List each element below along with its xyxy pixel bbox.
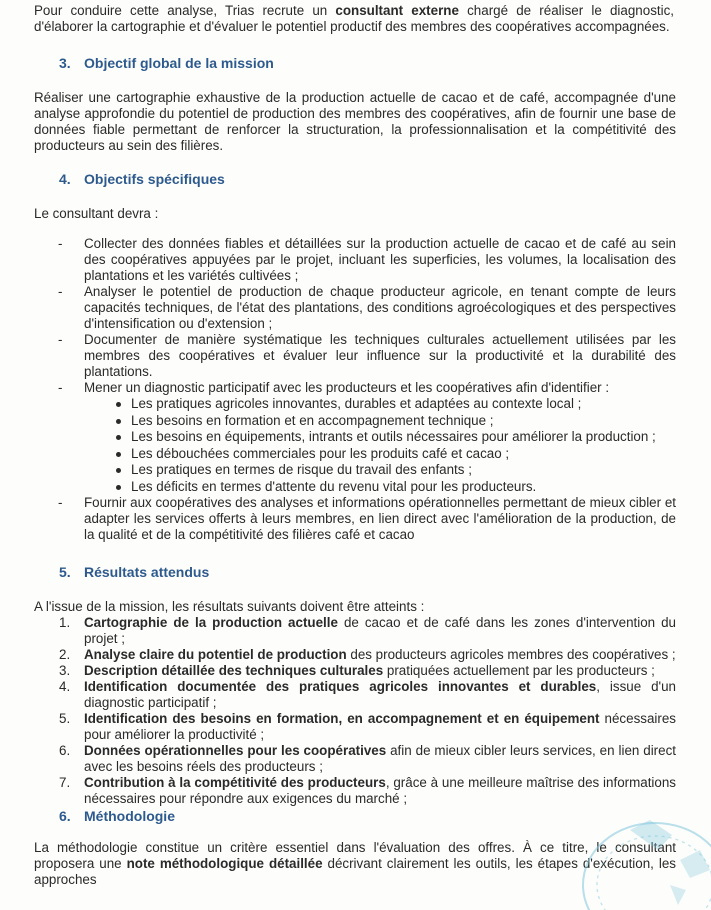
- objectives-list: [58, 236, 676, 543]
- result-number: 5.: [59, 711, 71, 726]
- result-text: de cacao et de café dans les zones d'intervention du projet ;: [84, 615, 676, 646]
- list-item: - Analyser le potentiel de production de chaque producteur agricole, en tenant compte de leurs capacités techniques, de l'état des plantations, des conditions agroécologiques et des perspectives d'intensification ou d'extension ;: [58, 284, 676, 332]
- list-item-text: Mener un diagnostic participatif avec les producteurs et les coopératives afin d'identifier :: [84, 380, 610, 395]
- result-bold: Analyse claire du potentiel de production: [84, 647, 347, 662]
- list-item: - Collecter des données fiables et détaillées sur la production actuelle de cacao et de café au sein des coopératives appuyées par le projet, incluant les superficies, les volumes, la localisation des plantations et les variétés cultivées ;: [58, 236, 676, 284]
- result-bold: Cartographie de la production actuelle: [84, 615, 338, 630]
- intro-text-start: Pour conduire cette analyse, Trias recrute un: [34, 3, 336, 18]
- result-bold: Identification des besoins en formation, en accompagnement et en équipement: [84, 711, 600, 726]
- sub-list-item: Les débouchées commerciales pour les produits café et cacao ;: [84, 446, 676, 463]
- sub-list-item: Les besoins en formation et en accompagnement technique ;: [84, 413, 676, 430]
- list-item: [58, 380, 676, 495]
- result-bold: Description détaillée des techniques culturales: [84, 663, 384, 678]
- sub-list-item: Les pratiques en termes de risque du travail des enfants ;: [84, 462, 676, 479]
- result-item: [59, 647, 676, 663]
- result-item: [59, 743, 676, 775]
- section-title: Méthodologie: [84, 808, 175, 824]
- section-title: Résultats attendus: [84, 564, 210, 580]
- result-text: afin de mieux cibler leurs services, en lien direct avec les besoins réels des producteurs ;: [84, 743, 677, 774]
- sub-list-item: Les pratiques agricoles innovantes, durables et adaptées au contexte local ;: [84, 396, 676, 413]
- result-number: 2.: [59, 647, 71, 662]
- list-item: - Fournir aux coopératives des analyses et informations opérationnelles permettant de mieux cibler et adapter les services offerts à leurs membres, en lien direct avec l'amélioration de la production, de la qualité et de la compétitivité des filières café et cacao: [58, 495, 676, 543]
- section-heading-4: [59, 171, 225, 187]
- result-bold: Données opérationnelles pour les coopératives: [84, 743, 387, 758]
- section-title: Objectif global de la mission: [84, 55, 274, 71]
- result-number: 6.: [59, 743, 71, 758]
- intro-bold: consultant externe: [335, 3, 459, 18]
- result-text: des producteurs agricoles membres des coopératives ;: [346, 647, 676, 662]
- result-number: 4.: [59, 679, 71, 694]
- result-item: [59, 615, 676, 647]
- sub-list-item: Les déficits en termes d'attente du revenu vital pour les producteurs.: [84, 479, 676, 496]
- result-number: 7.: [59, 775, 71, 790]
- intro-text-end: chargé de réaliser le diagnostic, d'élaborer la cartographie et d'évaluer le potentiel productif des membres des coopératives accompagnées.: [34, 3, 674, 34]
- diagnostic-sublist: [84, 396, 676, 495]
- list-item: - Documenter de manière systématique les techniques culturales actuellement utilisées par les membres des coopératives et évaluer leur influence sur la productivité et la durabilité des plantations.: [58, 332, 676, 380]
- section-number: 6.: [59, 808, 71, 824]
- methodology-text-end: décrivant clairement les outils, les étapes d'exécution, les approches: [34, 856, 676, 887]
- methodology-bold: note méthodologique détaillée: [126, 856, 323, 871]
- result-item: [59, 679, 676, 711]
- result-text: , issue d'un diagnostic participatif ;: [84, 679, 676, 710]
- results-list: [59, 615, 676, 807]
- result-bold: Identification documentée des pratiques agricoles innovantes et durables: [84, 679, 597, 694]
- section-heading-6: [59, 808, 175, 824]
- result-text: , grâce à une meilleure maîtrise des informations nécessaires pour répondre aux exigences du marché ;: [84, 775, 676, 806]
- intro-paragraph: [34, 3, 674, 35]
- result-text: nécessaires pour améliorer la productivité ;: [84, 711, 676, 742]
- section-number: 3.: [59, 55, 71, 71]
- result-item: [59, 663, 676, 679]
- section-title: Objectifs spécifiques: [84, 171, 225, 187]
- methodology-text-start: La méthodologie constitue un critère essentiel dans l'évaluation des offres. À ce titre, le consultant proposera une: [34, 840, 676, 871]
- results-lead: A l'issue de la mission, les résultats suivants doivent être atteints :: [34, 599, 425, 614]
- result-number: 3.: [59, 663, 71, 678]
- objectif-global-paragraph: Réaliser une cartographie exhaustive de la production actuelle de cacao et de café, accompagnée d'une analyse approfondie du potentiel de production des membres des coopératives, afin de fournir une base de données fiable permettant de renforcer la structuration, la professionnalisation et la compétitivité des producteurs au sein des filières.: [34, 90, 676, 153]
- result-number: 1.: [59, 615, 71, 630]
- result-text: pratiquées actuellement par les producteurs ;: [383, 663, 655, 678]
- result-item: [59, 711, 676, 743]
- section-number: 4.: [59, 171, 71, 187]
- section-heading-3: [59, 55, 274, 71]
- sub-list-item: Les besoins en équipements, intrants et outils nécessaires pour améliorer la production ;: [84, 429, 676, 446]
- section-heading-5: [59, 564, 209, 580]
- result-bold: Contribution à la compétitivité des producteurs: [84, 775, 386, 790]
- consultant-lead: Le consultant devra :: [34, 206, 159, 221]
- stamp-watermark-icon: [560, 790, 711, 910]
- section-number: 5.: [59, 564, 71, 580]
